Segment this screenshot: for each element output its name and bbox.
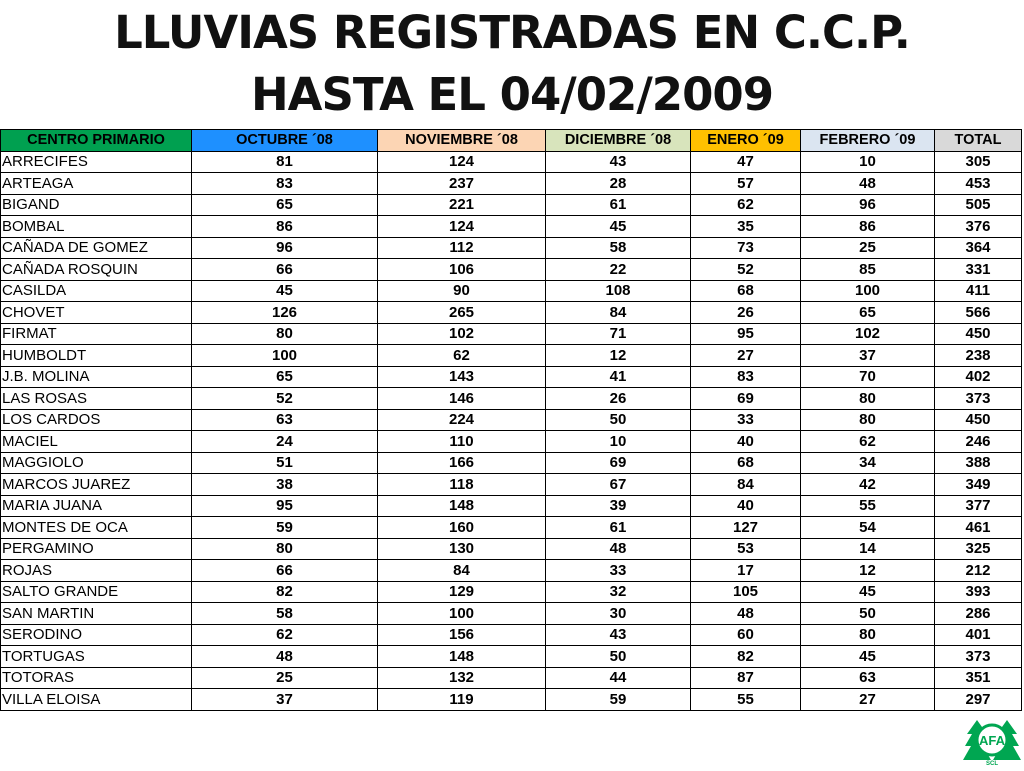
cell-value: 27 [801, 689, 935, 711]
table-row [1, 259, 1022, 281]
table-header-row [1, 130, 1022, 152]
table-row [1, 560, 1022, 582]
cell-centro: CASILDA [1, 280, 192, 302]
cell-value: 130 [378, 538, 546, 560]
cell-value: 83 [192, 173, 378, 195]
table-row [1, 474, 1022, 496]
cell-value: 351 [935, 667, 1022, 689]
cell-value: 108 [546, 280, 691, 302]
cell-value: 58 [192, 603, 378, 625]
title-line-2: HASTA EL 04/02/2009 [250, 68, 774, 121]
cell-value: 43 [546, 151, 691, 173]
cell-value: 364 [935, 237, 1022, 259]
cell-centro: TORTUGAS [1, 646, 192, 668]
cell-value: 411 [935, 280, 1022, 302]
cell-value: 52 [192, 388, 378, 410]
cell-value: 47 [691, 151, 801, 173]
cell-value: 84 [691, 474, 801, 496]
cell-value: 58 [546, 237, 691, 259]
cell-value: 65 [192, 366, 378, 388]
cell-value: 82 [691, 646, 801, 668]
cell-value: 26 [691, 302, 801, 324]
cell-value: 237 [378, 173, 546, 195]
table-row [1, 151, 1022, 173]
cell-centro: MARIA JUANA [1, 495, 192, 517]
cell-centro: BOMBAL [1, 216, 192, 238]
cell-centro: PERGAMINO [1, 538, 192, 560]
cell-value: 48 [192, 646, 378, 668]
cell-value: 450 [935, 409, 1022, 431]
header-diciembre: DICIEMBRE ´08 [546, 130, 691, 152]
cell-value: 119 [378, 689, 546, 711]
cell-value: 37 [192, 689, 378, 711]
cell-value: 84 [378, 560, 546, 582]
cell-value: 100 [801, 280, 935, 302]
header-total: TOTAL [935, 130, 1022, 152]
table-row [1, 624, 1022, 646]
cell-value: 376 [935, 216, 1022, 238]
header-centro-primario: CENTRO PRIMARIO [1, 130, 192, 152]
cell-value: 54 [801, 517, 935, 539]
cell-value: 69 [546, 452, 691, 474]
cell-value: 65 [192, 194, 378, 216]
cell-value: 156 [378, 624, 546, 646]
table-row [1, 517, 1022, 539]
cell-centro: CAÑADA ROSQUIN [1, 259, 192, 281]
cell-centro: TOTORAS [1, 667, 192, 689]
table-row [1, 667, 1022, 689]
table-body [1, 151, 1022, 710]
cell-value: 80 [801, 409, 935, 431]
table-row [1, 495, 1022, 517]
header-octubre: OCTUBRE ´08 [192, 130, 378, 152]
cell-value: 26 [546, 388, 691, 410]
table-row [1, 689, 1022, 711]
cell-value: 30 [546, 603, 691, 625]
cell-value: 45 [546, 216, 691, 238]
cell-value: 12 [801, 560, 935, 582]
cell-value: 388 [935, 452, 1022, 474]
cell-centro: ARTEAGA [1, 173, 192, 195]
cell-value: 70 [801, 366, 935, 388]
cell-value: 48 [546, 538, 691, 560]
table-row [1, 323, 1022, 345]
cell-value: 80 [801, 388, 935, 410]
table-row [1, 581, 1022, 603]
title-line-1: LLUVIAS REGISTRADAS EN C.C.P. [114, 6, 910, 59]
cell-value: 80 [192, 538, 378, 560]
cell-value: 148 [378, 495, 546, 517]
cell-value: 96 [801, 194, 935, 216]
cell-value: 132 [378, 667, 546, 689]
cell-value: 148 [378, 646, 546, 668]
cell-value: 57 [691, 173, 801, 195]
cell-value: 68 [691, 280, 801, 302]
table-row [1, 237, 1022, 259]
cell-value: 96 [192, 237, 378, 259]
cell-value: 393 [935, 581, 1022, 603]
table-row [1, 173, 1022, 195]
cell-value: 377 [935, 495, 1022, 517]
cell-centro: MARCOS JUAREZ [1, 474, 192, 496]
cell-value: 166 [378, 452, 546, 474]
cell-value: 224 [378, 409, 546, 431]
cell-value: 373 [935, 388, 1022, 410]
cell-value: 286 [935, 603, 1022, 625]
cell-value: 146 [378, 388, 546, 410]
cell-centro: FIRMAT [1, 323, 192, 345]
cell-value: 85 [801, 259, 935, 281]
cell-value: 68 [691, 452, 801, 474]
cell-value: 62 [192, 624, 378, 646]
rainfall-table [0, 129, 1022, 711]
cell-value: 82 [192, 581, 378, 603]
cell-value: 83 [691, 366, 801, 388]
cell-value: 305 [935, 151, 1022, 173]
cell-value: 212 [935, 560, 1022, 582]
cell-value: 63 [192, 409, 378, 431]
cell-value: 66 [192, 560, 378, 582]
table-row [1, 194, 1022, 216]
cell-value: 105 [691, 581, 801, 603]
page-title [0, 2, 1024, 126]
cell-value: 35 [691, 216, 801, 238]
cell-centro: ROJAS [1, 560, 192, 582]
cell-value: 100 [378, 603, 546, 625]
cell-value: 110 [378, 431, 546, 453]
cell-value: 238 [935, 345, 1022, 367]
cell-value: 124 [378, 151, 546, 173]
cell-centro: SAN MARTIN [1, 603, 192, 625]
cell-value: 61 [546, 517, 691, 539]
cell-value: 38 [192, 474, 378, 496]
cell-value: 24 [192, 431, 378, 453]
cell-value: 51 [192, 452, 378, 474]
cell-centro: J.B. MOLINA [1, 366, 192, 388]
cell-value: 81 [192, 151, 378, 173]
header-febrero: FEBRERO ´09 [801, 130, 935, 152]
cell-centro: CAÑADA DE GOMEZ [1, 237, 192, 259]
cell-value: 505 [935, 194, 1022, 216]
cell-value: 33 [691, 409, 801, 431]
cell-value: 90 [378, 280, 546, 302]
cell-value: 22 [546, 259, 691, 281]
cell-value: 71 [546, 323, 691, 345]
cell-value: 25 [192, 667, 378, 689]
cell-value: 10 [546, 431, 691, 453]
cell-value: 87 [691, 667, 801, 689]
cell-value: 124 [378, 216, 546, 238]
cell-value: 106 [378, 259, 546, 281]
cell-value: 86 [801, 216, 935, 238]
logo-subtext: SCL [986, 761, 998, 766]
cell-value: 401 [935, 624, 1022, 646]
cell-value: 63 [801, 667, 935, 689]
cell-value: 95 [691, 323, 801, 345]
cell-centro: MAGGIOLO [1, 452, 192, 474]
cell-value: 67 [546, 474, 691, 496]
table-row [1, 646, 1022, 668]
cell-value: 62 [378, 345, 546, 367]
cell-value: 461 [935, 517, 1022, 539]
cell-value: 126 [192, 302, 378, 324]
table-row [1, 452, 1022, 474]
cell-value: 55 [691, 689, 801, 711]
cell-centro: ARRECIFES [1, 151, 192, 173]
cell-value: 246 [935, 431, 1022, 453]
cell-value: 402 [935, 366, 1022, 388]
cell-value: 100 [192, 345, 378, 367]
table-row [1, 345, 1022, 367]
cell-value: 95 [192, 495, 378, 517]
cell-value: 69 [691, 388, 801, 410]
header-noviembre: NOVIEMBRE ´08 [378, 130, 546, 152]
cell-value: 40 [691, 431, 801, 453]
table-row [1, 216, 1022, 238]
cell-value: 160 [378, 517, 546, 539]
cell-value: 45 [801, 581, 935, 603]
cell-value: 61 [546, 194, 691, 216]
cell-value: 84 [546, 302, 691, 324]
cell-value: 102 [801, 323, 935, 345]
cell-value: 373 [935, 646, 1022, 668]
cell-value: 34 [801, 452, 935, 474]
cell-centro: MONTES DE OCA [1, 517, 192, 539]
table-row [1, 538, 1022, 560]
cell-value: 62 [691, 194, 801, 216]
cell-value: 66 [192, 259, 378, 281]
cell-value: 10 [801, 151, 935, 173]
cell-centro: CHOVET [1, 302, 192, 324]
logo-text: AFA [979, 733, 1005, 748]
cell-value: 297 [935, 689, 1022, 711]
cell-value: 50 [546, 409, 691, 431]
tree-logo-icon [963, 716, 1021, 766]
cell-value: 325 [935, 538, 1022, 560]
table-row [1, 603, 1022, 625]
cell-value: 43 [546, 624, 691, 646]
cell-value: 14 [801, 538, 935, 560]
cell-value: 17 [691, 560, 801, 582]
cell-value: 12 [546, 345, 691, 367]
cell-value: 48 [691, 603, 801, 625]
table-row [1, 366, 1022, 388]
cell-value: 59 [546, 689, 691, 711]
cell-value: 33 [546, 560, 691, 582]
cell-value: 52 [691, 259, 801, 281]
cell-value: 112 [378, 237, 546, 259]
cell-centro: SERODINO [1, 624, 192, 646]
cell-value: 40 [691, 495, 801, 517]
cell-value: 80 [801, 624, 935, 646]
cell-centro: SALTO GRANDE [1, 581, 192, 603]
cell-value: 53 [691, 538, 801, 560]
cell-value: 42 [801, 474, 935, 496]
cell-value: 48 [801, 173, 935, 195]
cell-value: 86 [192, 216, 378, 238]
table-row [1, 388, 1022, 410]
cell-value: 55 [801, 495, 935, 517]
cell-value: 331 [935, 259, 1022, 281]
cell-value: 39 [546, 495, 691, 517]
cell-centro: LOS CARDOS [1, 409, 192, 431]
cell-value: 50 [546, 646, 691, 668]
cell-value: 25 [801, 237, 935, 259]
cell-value: 28 [546, 173, 691, 195]
cell-value: 349 [935, 474, 1022, 496]
cell-value: 59 [192, 517, 378, 539]
cell-value: 127 [691, 517, 801, 539]
cell-value: 265 [378, 302, 546, 324]
cell-value: 129 [378, 581, 546, 603]
afa-logo [963, 716, 1021, 766]
header-enero: ENERO ´09 [691, 130, 801, 152]
cell-value: 45 [192, 280, 378, 302]
cell-value: 143 [378, 366, 546, 388]
cell-value: 41 [546, 366, 691, 388]
cell-value: 102 [378, 323, 546, 345]
cell-value: 27 [691, 345, 801, 367]
table-row [1, 280, 1022, 302]
table-row [1, 431, 1022, 453]
cell-centro: VILLA ELOISA [1, 689, 192, 711]
table-row [1, 302, 1022, 324]
cell-value: 118 [378, 474, 546, 496]
cell-centro: MACIEL [1, 431, 192, 453]
cell-value: 37 [801, 345, 935, 367]
cell-value: 566 [935, 302, 1022, 324]
cell-value: 453 [935, 173, 1022, 195]
cell-value: 450 [935, 323, 1022, 345]
cell-value: 50 [801, 603, 935, 625]
cell-value: 45 [801, 646, 935, 668]
cell-value: 44 [546, 667, 691, 689]
table-row [1, 409, 1022, 431]
cell-value: 32 [546, 581, 691, 603]
cell-value: 65 [801, 302, 935, 324]
cell-centro: HUMBOLDT [1, 345, 192, 367]
cell-centro: BIGAND [1, 194, 192, 216]
cell-value: 73 [691, 237, 801, 259]
cell-value: 221 [378, 194, 546, 216]
cell-value: 62 [801, 431, 935, 453]
cell-value: 80 [192, 323, 378, 345]
cell-value: 60 [691, 624, 801, 646]
cell-centro: LAS ROSAS [1, 388, 192, 410]
